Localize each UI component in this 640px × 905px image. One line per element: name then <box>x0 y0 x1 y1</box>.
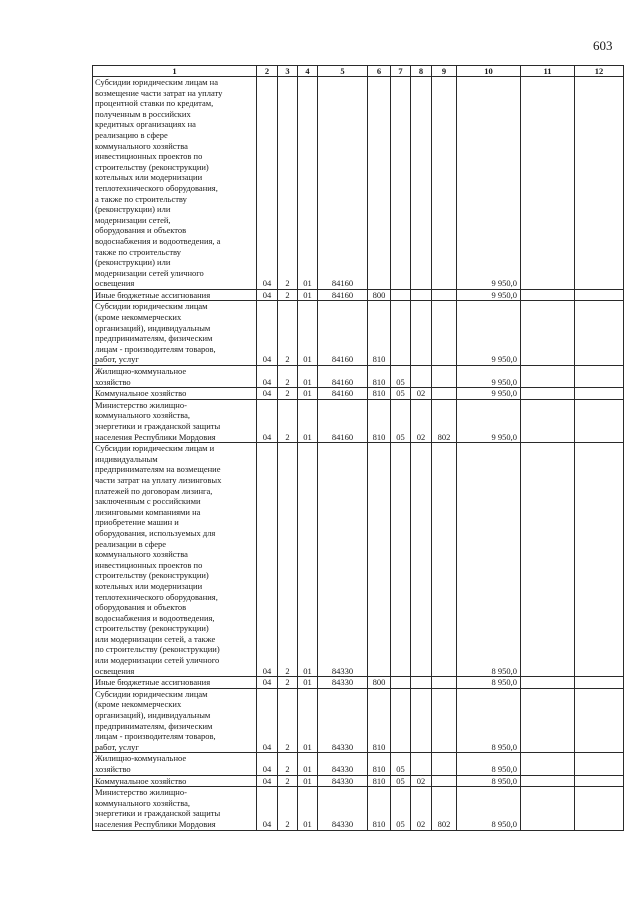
code-cell-12 <box>575 775 624 787</box>
row-name-cell <box>93 77 257 290</box>
code-cell-3: 2 <box>278 443 298 677</box>
code-cell-9: 802 <box>432 787 457 830</box>
code-cell-5: 84330 <box>318 443 368 677</box>
code-cell-11 <box>521 443 575 677</box>
code-cell-2: 04 <box>257 77 278 290</box>
code-cell-11 <box>521 77 575 290</box>
column-header-8: 8 <box>411 66 432 77</box>
code-cell-7 <box>391 443 411 677</box>
amount-cell: 9 950,0 <box>457 399 521 442</box>
code-cell-2: 04 <box>257 775 278 787</box>
column-header-7: 7 <box>391 66 411 77</box>
code-cell-6: 810 <box>368 366 391 388</box>
row-name: Иные бюджетные ассигнования <box>95 289 211 300</box>
code-cell-7: 05 <box>391 388 411 400</box>
code-cell-8: 02 <box>411 787 432 830</box>
code-cell-8 <box>411 301 432 366</box>
code-cell-11 <box>521 399 575 442</box>
code-cell-8 <box>411 753 432 775</box>
code-cell-11 <box>521 753 575 775</box>
amount-cell: 8 950,0 <box>457 775 521 787</box>
code-cell-6: 810 <box>368 388 391 400</box>
table-row <box>93 366 624 388</box>
budget-table <box>92 65 624 831</box>
row-name: Субсидии юридическим лицам и индивидуальным предпринимателям на возмещение части затрат на уплату лизинговых платежей по договорам лизинга, заключенным с российскими лизинговыми компаниями на приобретение машин и оборудования, используемых для реализации в сфере коммунального хозяйства инвестиционных проектов по строительству (реконструкции) котельных или модернизации теплотехнического оборудования, оборудования и объектов водоснабжения и водоотведения, строительству (реконструкции) или модернизации сетей, а также по строительству (реконструкции) или модернизации сетей уличного освещения <box>95 443 222 676</box>
code-cell-3: 2 <box>278 289 298 301</box>
code-cell-4: 01 <box>298 399 318 442</box>
code-cell-4: 01 <box>298 677 318 689</box>
code-cell-4: 01 <box>298 688 318 753</box>
row-name-cell <box>93 301 257 366</box>
row-name: Субсидии юридическим лицам (кроме некоммерческих организаций), индивидуальным предпринимателям, физическим лицам - производителям товаров, работ, услуг <box>95 688 216 752</box>
code-cell-7 <box>391 77 411 290</box>
code-cell-8: 02 <box>411 775 432 787</box>
column-header-6: 6 <box>368 66 391 77</box>
code-cell-6: 810 <box>368 301 391 366</box>
code-cell-6: 810 <box>368 688 391 753</box>
code-cell-7 <box>391 301 411 366</box>
amount-cell: 8 950,0 <box>457 787 521 830</box>
row-name-cell <box>93 775 257 787</box>
code-cell-3: 2 <box>278 688 298 753</box>
table-row <box>93 289 624 301</box>
code-cell-6: 800 <box>368 289 391 301</box>
code-cell-12 <box>575 677 624 689</box>
code-cell-11 <box>521 688 575 753</box>
code-cell-2: 04 <box>257 399 278 442</box>
code-cell-3: 2 <box>278 388 298 400</box>
code-cell-5: 84160 <box>318 289 368 301</box>
code-cell-3: 2 <box>278 753 298 775</box>
code-cell-4: 01 <box>298 366 318 388</box>
code-cell-5: 84160 <box>318 301 368 366</box>
column-header-3: 3 <box>278 66 298 77</box>
code-cell-3: 2 <box>278 399 298 442</box>
code-cell-7: 05 <box>391 787 411 830</box>
code-cell-2: 04 <box>257 388 278 400</box>
code-cell-8 <box>411 77 432 290</box>
code-cell-2: 04 <box>257 443 278 677</box>
column-header-10: 10 <box>457 66 521 77</box>
code-cell-5: 84330 <box>318 677 368 689</box>
column-header-5: 5 <box>318 66 368 77</box>
row-name: Коммунальное хозяйство <box>95 388 187 399</box>
code-cell-9 <box>432 301 457 366</box>
code-cell-5: 84160 <box>318 388 368 400</box>
code-cell-11 <box>521 677 575 689</box>
code-cell-9 <box>432 753 457 775</box>
code-cell-5: 84330 <box>318 688 368 753</box>
code-cell-9 <box>432 677 457 689</box>
code-cell-5: 84330 <box>318 775 368 787</box>
amount-cell: 8 950,0 <box>457 443 521 677</box>
code-cell-7: 05 <box>391 753 411 775</box>
code-cell-7 <box>391 688 411 753</box>
table-row <box>93 443 624 677</box>
code-cell-5: 84330 <box>318 787 368 830</box>
code-cell-9 <box>432 775 457 787</box>
code-cell-7: 05 <box>391 399 411 442</box>
column-header-9: 9 <box>432 66 457 77</box>
code-cell-4: 01 <box>298 388 318 400</box>
amount-cell: 9 950,0 <box>457 77 521 290</box>
table-row <box>93 399 624 442</box>
code-cell-2: 04 <box>257 787 278 830</box>
code-cell-2: 04 <box>257 366 278 388</box>
code-cell-7 <box>391 289 411 301</box>
code-cell-4: 01 <box>298 289 318 301</box>
code-cell-6: 810 <box>368 775 391 787</box>
code-cell-8 <box>411 677 432 689</box>
code-cell-9 <box>432 688 457 753</box>
code-cell-7: 05 <box>391 366 411 388</box>
code-cell-12 <box>575 301 624 366</box>
code-cell-9 <box>432 366 457 388</box>
code-cell-4: 01 <box>298 443 318 677</box>
code-cell-8 <box>411 366 432 388</box>
row-name-cell <box>93 753 257 775</box>
code-cell-2: 04 <box>257 289 278 301</box>
row-name-cell <box>93 688 257 753</box>
row-name-cell <box>93 443 257 677</box>
table-row <box>93 787 624 830</box>
table-row <box>93 388 624 400</box>
code-cell-11 <box>521 787 575 830</box>
column-header-11: 11 <box>521 66 575 77</box>
code-cell-6: 810 <box>368 753 391 775</box>
code-cell-12 <box>575 289 624 301</box>
code-cell-4: 01 <box>298 775 318 787</box>
table-row <box>93 688 624 753</box>
row-name: Субсидии юридическим лицам (кроме некоммерческих организаций), индивидуальным предпринимателям, физическим лицам - производителям товаров, работ, услуг <box>95 301 216 365</box>
code-cell-11 <box>521 366 575 388</box>
page-number: 603 <box>593 38 613 53</box>
code-cell-3: 2 <box>278 366 298 388</box>
code-cell-6: 810 <box>368 399 391 442</box>
column-header-4: 4 <box>298 66 318 77</box>
code-cell-4: 01 <box>298 787 318 830</box>
table-row <box>93 753 624 775</box>
amount-cell: 9 950,0 <box>457 388 521 400</box>
code-cell-7: 05 <box>391 775 411 787</box>
code-cell-5: 84160 <box>318 77 368 290</box>
row-name-cell <box>93 787 257 830</box>
code-cell-3: 2 <box>278 677 298 689</box>
code-cell-2: 04 <box>257 677 278 689</box>
code-cell-5: 84330 <box>318 753 368 775</box>
code-cell-8 <box>411 289 432 301</box>
code-cell-8 <box>411 688 432 753</box>
code-cell-3: 2 <box>278 301 298 366</box>
column-header-2: 2 <box>257 66 278 77</box>
code-cell-12 <box>575 688 624 753</box>
code-cell-11 <box>521 301 575 366</box>
row-name: Субсидии юридическим лицам на возмещение части затрат на уплату процентной ставки по кредитам, полученным в российских кредитных организациях на реализацию в сфере коммунального хозяйства инвестиционных проектов по строительству (реконструкции) котельных или модернизации теплотехнического оборудования, а также по строительству (реконструкции) или модернизации сетей, оборудования и объектов водоснабжения и водоотведения, а также по строительству (реконструкции) или модернизации сетей уличного освещения <box>95 77 223 289</box>
table-row <box>93 677 624 689</box>
code-cell-2: 04 <box>257 301 278 366</box>
row-name: Жилищно-коммунальное хозяйство <box>95 366 187 387</box>
code-cell-12 <box>575 77 624 290</box>
code-cell-9: 802 <box>432 399 457 442</box>
code-cell-2: 04 <box>257 688 278 753</box>
code-cell-6: 800 <box>368 677 391 689</box>
amount-cell: 9 950,0 <box>457 301 521 366</box>
column-header-1: 1 <box>93 66 257 77</box>
code-cell-9 <box>432 289 457 301</box>
code-cell-12 <box>575 388 624 400</box>
code-cell-12 <box>575 753 624 775</box>
table-row <box>93 301 624 366</box>
row-name: Министерство жилищно- коммунального хозяйства, энергетики и гражданской защиты населения Республики Мордовия <box>95 399 221 442</box>
code-cell-6 <box>368 77 391 290</box>
code-cell-4: 01 <box>298 753 318 775</box>
row-name: Иные бюджетные ассигнования <box>95 677 211 688</box>
code-cell-11 <box>521 388 575 400</box>
code-cell-9 <box>432 443 457 677</box>
row-name-cell <box>93 366 257 388</box>
code-cell-11 <box>521 289 575 301</box>
code-cell-8 <box>411 443 432 677</box>
row-name: Коммунальное хозяйство <box>95 775 187 786</box>
column-header-12: 12 <box>575 66 624 77</box>
code-cell-4: 01 <box>298 77 318 290</box>
row-name-cell <box>93 677 257 689</box>
code-cell-7 <box>391 677 411 689</box>
code-cell-5: 84160 <box>318 366 368 388</box>
code-cell-3: 2 <box>278 77 298 290</box>
table-body <box>93 77 624 831</box>
row-name: Жилищно-коммунальное хозяйство <box>95 753 187 774</box>
code-cell-6 <box>368 443 391 677</box>
code-cell-9 <box>432 77 457 290</box>
row-name-cell <box>93 388 257 400</box>
code-cell-12 <box>575 787 624 830</box>
row-name: Министерство жилищно- коммунального хозяйства, энергетики и гражданской защиты населения Республики Мордовия <box>95 787 221 829</box>
amount-cell: 9 950,0 <box>457 366 521 388</box>
code-cell-11 <box>521 775 575 787</box>
amount-cell: 8 950,0 <box>457 677 521 689</box>
amount-cell: 9 950,0 <box>457 289 521 301</box>
row-name-cell <box>93 399 257 442</box>
code-cell-12 <box>575 366 624 388</box>
table-row <box>93 77 624 290</box>
amount-cell: 8 950,0 <box>457 753 521 775</box>
code-cell-8: 02 <box>411 388 432 400</box>
table-row <box>93 775 624 787</box>
code-cell-3: 2 <box>278 775 298 787</box>
code-cell-8: 02 <box>411 399 432 442</box>
code-cell-12 <box>575 399 624 442</box>
code-cell-6: 810 <box>368 787 391 830</box>
code-cell-12 <box>575 443 624 677</box>
table-header-row <box>93 66 624 77</box>
code-cell-3: 2 <box>278 787 298 830</box>
code-cell-5: 84160 <box>318 399 368 442</box>
code-cell-2: 04 <box>257 753 278 775</box>
row-name-cell <box>93 289 257 301</box>
code-cell-9 <box>432 388 457 400</box>
code-cell-4: 01 <box>298 301 318 366</box>
amount-cell: 8 950,0 <box>457 688 521 753</box>
